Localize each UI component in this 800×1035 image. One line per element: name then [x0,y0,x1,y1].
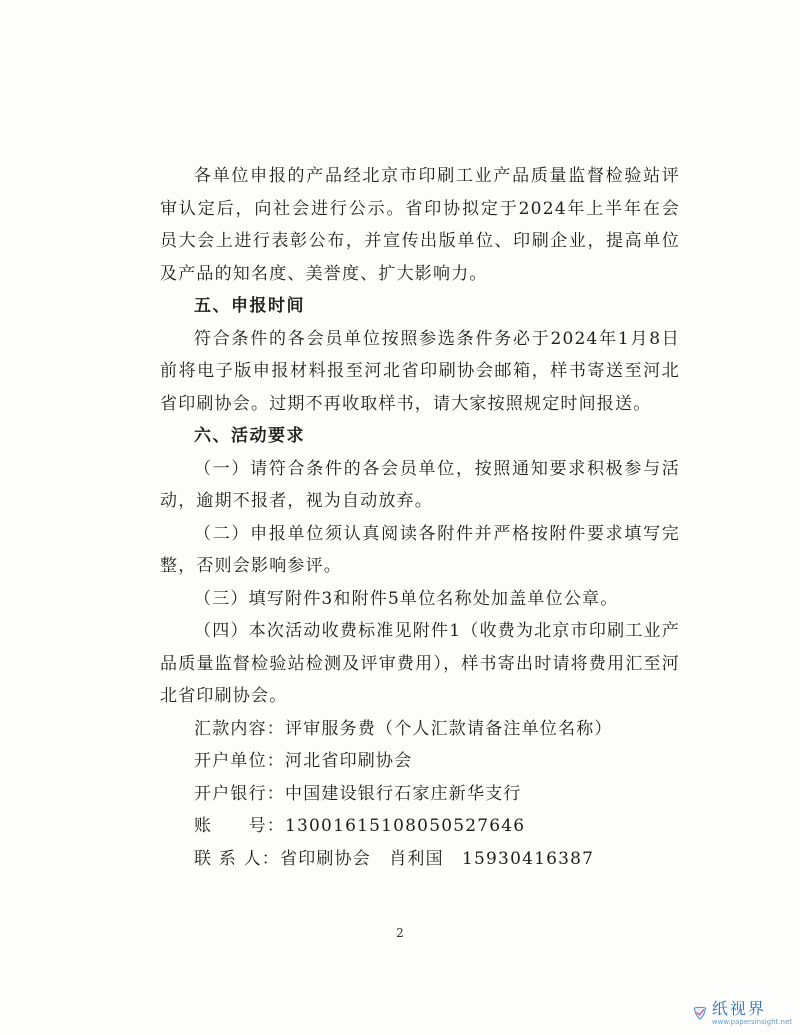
document-body [160,160,680,875]
bank-row: 开户银行：中国建设银行石家庄新华支行 [194,783,522,804]
paragraph-intro: 各单位申报的产品经北京市印刷工业产品质量监督检验站评审认定后，向社会进行公示。省印协拟定于2024年上半年在会员大会上进行表彰公布，并宣传出版单位、印刷企业，提高单位及产品的知名度、美誉度、扩大影响力。 [160,166,680,284]
watermark [692,995,792,1031]
page-number: 2 [396,926,404,940]
section-heading-5: 五、申报时间 [194,296,305,316]
account-number-row: 账 号：13001615108050527646 [194,816,526,836]
paragraph-section6-4: （四）本次活动收费标准见附件1（收费为北京市印刷工业产品质量监督检验站检测及评审费用），样书寄出时请将费用汇至河北省印刷协会。 [160,621,680,706]
watermark-title: 纸视界 [711,998,766,1018]
paragraph-section6-3: （三）填写附件3和附件5单位名称处加盖单位公章。 [194,588,619,609]
section-heading-6: 六、活动要求 [194,426,305,446]
paragraph-section6-2: （二）申报单位须认真阅读各附件并严格按附件要求填写完整，否则会影响参评。 [160,523,680,576]
account-holder-row: 开户单位：河北省印刷协会 [194,751,413,771]
payment-content-row: 汇款内容：评审服务费（个人汇款请备注单位名称） [194,718,613,739]
contact-row: 联 系 人：省印刷协会 肖利国 15930416387 [194,848,595,869]
paragraph-section6-1: （一）请符合条件的各会员单位，按照通知要求积极参与活动，逾期不报者，视为自动放弃。 [160,458,680,511]
paragraph-section5: 符合条件的各会员单位按照参选条件务必于2024年1月8日前将电子版申报材料报至河北省印刷协会邮箱，样书寄送至河北省印刷协会。过期不再收取样书，请大家按照规定时间报送。 [160,328,680,414]
paper-insight-logo-icon [692,1000,708,1026]
watermark-url: www.papersinsight.net [711,1017,792,1026]
